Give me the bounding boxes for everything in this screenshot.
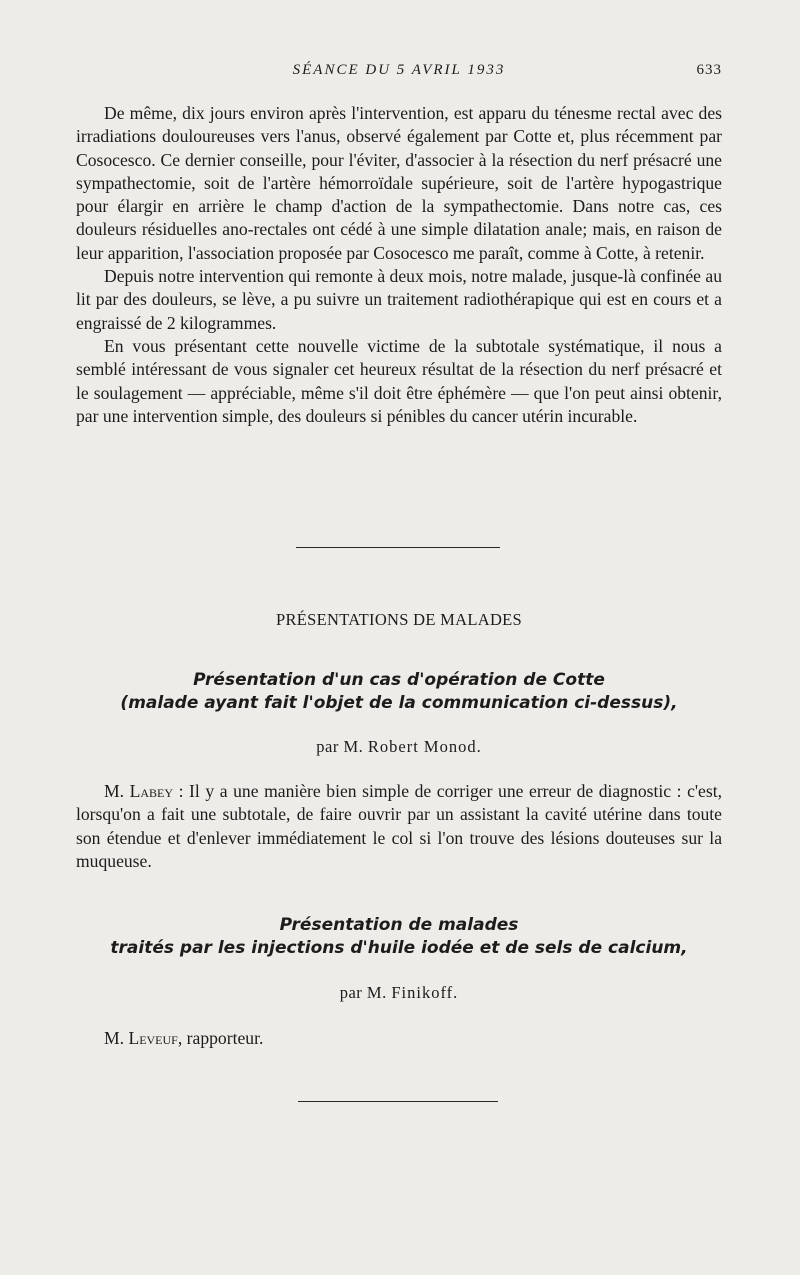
running-title: SÉANCE DU 5 AVRIL 1933: [292, 62, 506, 78]
byline-prefix: par M.: [316, 737, 364, 756]
page-number: 633: [696, 62, 722, 78]
presentation-title-line: Présentation de malades: [279, 915, 519, 935]
presentation-title-2: [76, 914, 722, 960]
presentation-title-line: Présentation d'un cas d'opération de Cotte: [193, 670, 605, 690]
presentation-title-1: [76, 669, 722, 715]
byline-1: [76, 737, 722, 757]
speaker-name: M. Labey: [104, 781, 174, 801]
paragraph: En vous présentant cette nouvelle victime de la subtotale systématique, il nous a semblé intéressant de vous signaler cet heureux résultat de la résection du nerf présacré et le soulagement — appréciable, même s'il doit être éphémère — que l'on peut ainsi obtenir, par une intervention simple, des douleurs si pénibles du cancer utérin incurable.: [76, 335, 722, 426]
discussion-body: : Il y a une manière bien simple de corriger une erreur de diagnostic : c'est, lorsqu'on a fait une subtotale, de faire ouvrir par un assistant la cavité utérine dans toute son étendue et d'enlever immédiatement le col si l'on trouve des lésions douteuses sur la muqueuse.: [76, 781, 722, 871]
rapporteur-role: , rapporteur.: [177, 1028, 264, 1048]
section-heading: PRÉSENTATIONS DE MALADES: [275, 610, 523, 629]
presentation-title-line: traités par les injections d'huile iodée et de sels de calcium,: [110, 938, 688, 958]
running-header: [76, 62, 722, 88]
presentation-title-line: (malade ayant fait l'objet de la communication ci-dessus),: [120, 693, 678, 713]
author-name: Robert Monod.: [367, 737, 482, 756]
end-rule: [298, 1101, 498, 1102]
section-divider-rule: [296, 547, 500, 548]
paragraph: De même, dix jours environ après l'intervention, est apparu du ténesme rectal avec des irradiations douloureuses vers l'anus, observé également par Cotte et, plus récemment par Cosocesco. Ce dernier conseille, pour l'éviter, d'associer à la résection du nerf présacré une sympathectomie, soit de l'artère hémorroïdale supérieure, soit de l'artère hypogastrique pour élargir en arrière le champ d'action de la sympathectomie. Dans notre cas, ces douleurs résiduelles ano-rectales ont cédé à une simple dilatation anale; mais, en raison de leur apparition, l'association proposée par Cosocesco me paraît, comme à Cotte, à retenir.: [76, 103, 722, 263]
byline-2: [76, 983, 722, 1003]
rapporteur-name: M. Leveuf: [104, 1028, 178, 1048]
article-body: [76, 102, 722, 428]
author-name: Finikoff.: [391, 983, 459, 1002]
discussion-text: [76, 780, 722, 873]
paragraph: Depuis notre intervention qui remonte à deux mois, notre malade, jusque-là confinée au lit par des douleurs, se lève, a pu suivre un traitement radiothérapique qui est en cours et a engraissé de 2 kilogrammes.: [76, 266, 722, 333]
byline-prefix: par M.: [339, 983, 387, 1002]
rapporteur-line: [76, 1027, 722, 1050]
